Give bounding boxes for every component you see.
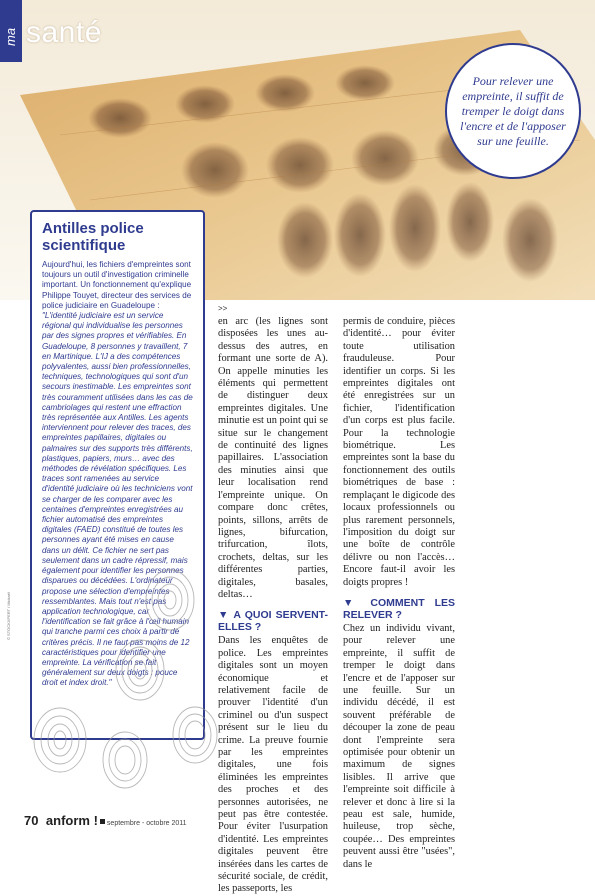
square-bullet-icon [100, 819, 105, 824]
page-footer [24, 812, 187, 830]
pull-quote [445, 43, 581, 179]
sidebar-title: Antilles police scientifique [42, 220, 144, 254]
subheading-comment [343, 597, 455, 621]
triangle-icon: ▼ [343, 596, 371, 609]
photo-credit: © STOCKXPERT / Mickaël [6, 592, 11, 640]
subheading-a-quoi [218, 609, 328, 633]
subheading-comment-label: COMMENT LES RELEVER ? [343, 596, 455, 621]
triangle-icon: ▼ [218, 609, 234, 622]
col2-paragraph-1: permis de conduire, pièces d'identité… pour éviter toute utilisation frauduleuse. Pour identifier un corps. Si les empreintes digitales ont été enregistrées sur un fichier, l'identification d'un corps est plus facile. Pour la technologie biométrique. Les empreintes sont la base du fonctionnement des outils biométriques de base : remplaçant le digicode des locaux professionnels ou plus rarement personnels, l'imposition du doigt sur une boîte de contrôle délivre ou non l'accès… Encore faut-il avoir les doigts propres ! [343, 316, 455, 588]
section-tab [0, 0, 22, 62]
fingerprint-decoration [0, 560, 230, 810]
section-tab-label: ma [3, 27, 18, 46]
col1-paragraph-2: Dans les enquêtes de police. Les empreintes digitales sont un moyen économique et relativement facile de prouver l'identité d'un criminel ou d'un suspect présent sur le lieu du crime. La preuve fournie par les empreintes digitales, une fois éliminées les empreintes des proches et des personnes autorisées, ne peut pas être contestée. Pour éviter l'usurpation d'identité. Les empreintes digitales peuvent être insérées dans les cartes de sécurité sociale, de crédit, les passeports, les [218, 635, 328, 895]
continuation-marker: >> [218, 304, 228, 313]
subheading-a-quoi-label: A QUOI SERVENT-ELLES ? [218, 609, 329, 634]
pull-quote-text: Pour relever une empreinte, il suffit de tremper le doigt dans l'encre et de l'apposer sur une feuille. [460, 73, 566, 148]
col2-paragraph-2: Chez un individu vivant, pour relever une empreinte, il suffit de tremper le doigt dans l'encre et de l'apposer sur une feuille. Sur un individu décédé, il est souvent préférable de découper la zone de peau dont l'empreinte sera optimisée pour obtenir un maximum de signes lisibles. Il arrive que l'empreinte soit difficile à relever et donc à lire si la peau est sale, humide, huileuse, trop sèche, coupée… Des empreintes peuvent aussi être "usées", dans le [343, 622, 455, 870]
col1-paragraph-1: en arc (les lignes sont disposées les unes au-dessus des autres, en formant une sorte de A). On appelle minuties les éléments qui permettent de distinguer deux empreintes digitales. Une minutie est un point qui se situe sur le changement de continuité des lignes papillaires. L'association des minuties ainsi que leur localisation rend l'empreinte unique. On compare donc crêtes, points, sillons, arrêts de lignes, bifurcation, trifurcation, îlots, crochets, deltas, sur les différentes parties, digitales, basales, deltas… [218, 316, 328, 600]
magazine-name: anform ! [45, 813, 98, 828]
sidebar-intro: Aujourd'hui, les fichiers d'empreintes sont toujours un outil d'investigation criminelle important. Un fonctionnement qu'explique Philippe Touyet, directeur des services de police judiciaire en Guadeloupe : [42, 260, 192, 310]
issue-date: septembre - octobre 2011 [106, 820, 187, 827]
page-number: 70 [24, 813, 39, 828]
section-title: santé [26, 16, 102, 49]
article-column-2 [343, 316, 455, 871]
sidebar-quote: "L'identité judiciaire est un service régional qui individualise les personnes par des signes propres et vérifiables. En Guadeloupe, 8 personnes y travaillent, 7 en Martinique. L'IJ a des compétences polyvalentes, aussi bien professionnelles, techniques, technologiques qui sont d'un secours inestimable. Les empreintes sont très couramment utilisées dans les cas de cambriolages qui restent une effraction très représentée aux Antilles. Les agents interviennent pour relever des traces, des empreintes papillaires, digitales ou palmaires sur des supports très différents, plastiques, papiers, murs… avec des méthodes de révélation spécifiques. Les traces sont ramenées au service d'identité judiciaire où les techniciens vont se charger de les comparer avec les centaines d'empreintes enregistrées au fichier automatisé des empreintes digitales (FAED) constitué de toutes les personnes ayant été mises en cause dans un délit. Ce fichier ne sert pas seulement dans un cadre répressif, mais également pour identifier les personnes disparues ou décédées. L'ordinateur propose une sélection d'empreintes ressemblantes. Mais tout n'est pas application technologique, car l'identification se fait grâce à l'œil humain qui tranche parmi ces choix à partir de critères précis. Il ne faut pas moins de 12 caractéristiques pour identifier une empreinte. La vérification se fait généralement sur deux doigts : pouce droit et index droit." [42, 311, 193, 688]
article-column-1 [218, 316, 328, 896]
